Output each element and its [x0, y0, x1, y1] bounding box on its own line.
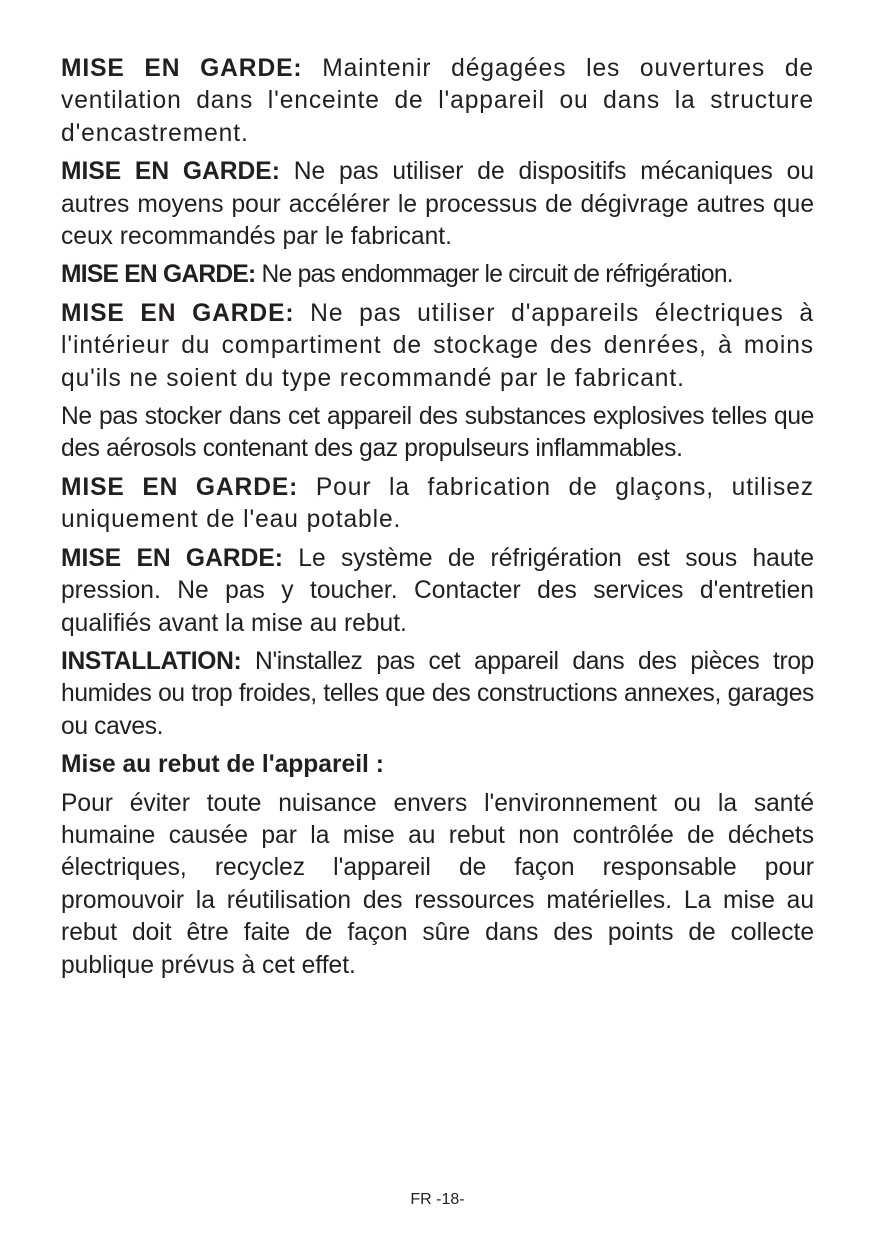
- installation-notice: [61, 646, 814, 743]
- disposal-text: Pour éviter toute nuisance envers l'environnement ou la santé humaine causée par la mise au rebut non contrôlée de déchets électriques, recyclez l'appareil de façon responsable pour promouvoir la réutilisation des ressources matérielles. La mise au rebut doit être faite de façon sûre dans des points de collecte publique prévus à cet effet.: [61, 789, 814, 979]
- document-body: [61, 53, 814, 988]
- warning-text: Pour la fabrication de glaçons, utilisez uniquement de l'eau potable.: [61, 473, 814, 534]
- warning-ventilation: [61, 53, 814, 150]
- warning-text: Ne pas stocker dans cet appareil des substances explosives telles que des aérosols contenant des gaz propulseurs inflammables.: [61, 403, 814, 463]
- installation-label: INSTALLATION:: [61, 647, 242, 675]
- warning-label: MISE EN GARDE:: [61, 158, 280, 186]
- warning-text: Le système de réfrigération est sous haute pression. Ne pas y toucher. Contacter des services d'entretien qualifiés avant la mise au rebut.: [61, 544, 815, 637]
- warning-explosives: [61, 401, 814, 466]
- disposal-heading: Mise au rebut de l'appareil :: [61, 751, 384, 779]
- warning-electrical-appliances: [61, 298, 814, 395]
- warning-high-pressure: [61, 543, 814, 640]
- warning-label: MISE EN GARDE:: [61, 544, 283, 572]
- warning-text: Ne pas utiliser d'appareils électriques à l'intérieur du compartiment de stockage des denrées, à moins qu'ils ne soient du type recommandé par le fabricant.: [61, 299, 814, 392]
- warning-ice-water: [61, 472, 814, 537]
- warning-text: Ne pas utiliser de dispositifs mécaniques ou autres moyens pour accélérer le processus de dégivrage autres que ceux recommandés par le fabricant.: [61, 158, 814, 251]
- warning-refrigerant-circuit: [61, 259, 814, 291]
- warning-label: MISE EN GARDE:: [61, 261, 256, 289]
- warning-text: Maintenir dégagées les ouvertures de ventilation dans l'enceinte de l'appareil ou dans la structure d'encastrement.: [61, 55, 814, 147]
- warning-label: MISE EN GARDE:: [61, 299, 295, 327]
- warning-label: MISE EN GARDE:: [61, 473, 299, 501]
- warning-text: Ne pas endommager le circuit de réfrigération.: [255, 261, 733, 289]
- page-number: FR -18-: [410, 1191, 465, 1208]
- warning-label: MISE EN GARDE:: [61, 55, 303, 82]
- warning-defrost: [61, 156, 814, 253]
- installation-text: N'installez pas cet appareil dans des pièces trop humides ou trop froides, telles que des constructions annexes, garages ou caves.: [61, 647, 814, 740]
